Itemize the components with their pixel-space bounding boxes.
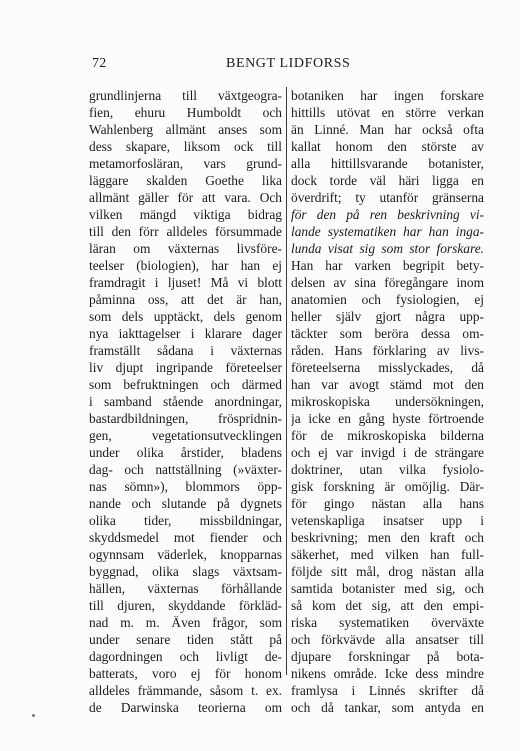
- text-line: i samband stående anordningar,: [89, 394, 282, 409]
- text-line: djupare forskningar på bota-: [291, 649, 484, 664]
- text-line: beskrivning; men den kraft och: [291, 530, 484, 545]
- text-line: skyddsmedel mot fiender och: [89, 530, 282, 545]
- text-line: bastardbildningen, fröspridnin-: [89, 411, 282, 426]
- text-line: framlysa i Linnés skrifter då: [291, 683, 484, 698]
- text-line: alla hittillsvarande botanister,: [291, 156, 484, 171]
- text-line: överdrift; ty utanför gränserna: [291, 190, 484, 205]
- text-line: nikens område. Icke dess mindre: [291, 666, 484, 681]
- text-line: ogynnsam väderlek, knopparnas: [89, 547, 282, 562]
- text-line: för gingo nästan alla hans: [291, 496, 484, 511]
- text-line: täckter som beröra dessa om-: [291, 326, 484, 341]
- running-head: BENGT LIDFORSS: [226, 56, 351, 71]
- text-line: olika tider, missbildningar,: [89, 513, 282, 528]
- text-line: kallat honom den störste av: [291, 139, 484, 154]
- text-line: fien, ehuru Humboldt och: [89, 105, 282, 120]
- text-line: som dels upptäckt, dels genom: [89, 309, 282, 324]
- text-line: lunda visat sig som stor forskare.: [291, 241, 484, 256]
- text-line: byggnad, olika slags växtsam-: [89, 564, 282, 579]
- text-line: heller själv gjort några upp-: [291, 309, 484, 324]
- text-line: framdragit i ljuset! Må vi blott: [89, 275, 282, 290]
- right-text-column: [291, 87, 484, 716]
- text-line: vetenskapliga insatser upp i: [291, 513, 484, 528]
- text-line: till den förr alldeles försummade: [89, 224, 282, 239]
- text-line: ja icke en gång hyste förtroende: [291, 411, 484, 426]
- text-line: samtida botanister med sig, och: [291, 581, 484, 596]
- text-line: som befruktningen och därmed: [89, 377, 282, 392]
- text-line: än Linné. Man har också ofta: [291, 122, 484, 137]
- column-divider: [286, 87, 287, 675]
- left-text-column: [89, 87, 282, 716]
- text-line: så kom det sig, att den empi-: [291, 598, 484, 613]
- text-line: doktriner, utan vilka fysiolo-: [291, 462, 484, 477]
- text-line: till djuren, skyddande förkläd-: [89, 598, 282, 613]
- text-line: liv djupt ingripande företeelser: [89, 360, 282, 375]
- text-line: teelser (biologien), har han ej: [89, 258, 282, 273]
- text-line: delsen av sina föregångare inom: [291, 275, 484, 290]
- text-line: under senare tiden stått på: [89, 632, 282, 647]
- text-line: dag- och nattställning (»växter-: [89, 462, 282, 477]
- text-line: hällen, växternas förhållande: [89, 581, 282, 596]
- text-line: lande systematiken har han inga-: [291, 224, 484, 239]
- text-line: för den på ren beskrivning vi-: [291, 207, 484, 222]
- text-line: metamorfosläran, vars grund-: [89, 156, 282, 171]
- text-line: företeelserna misslyckades, då: [291, 360, 484, 375]
- text-line: mikroskopiska undersökningen,: [291, 394, 484, 409]
- text-line: nya iakttagelser i klarare dager: [89, 326, 282, 341]
- page-number: 72: [92, 56, 107, 71]
- text-line: han var avogt stämd mot den: [291, 377, 484, 392]
- text-line: riska systematiken överväxte: [291, 615, 484, 630]
- text-line: påminna oss, att det är han,: [89, 292, 282, 307]
- text-line: vilken mängd viktiga bidrag: [89, 207, 282, 222]
- text-line: under olika årstider, bladens: [89, 445, 282, 460]
- text-line: anatomien och fysiologien, ej: [291, 292, 484, 307]
- print-speck: [32, 714, 35, 717]
- text-line: allmänt gäller för att vara. Och: [89, 190, 282, 205]
- text-line: följde sitt mål, drog nästan alla: [291, 564, 484, 579]
- text-line: gen, vegetationsutvecklingen: [89, 428, 282, 443]
- text-line: dess skapare, liksom ock till: [89, 139, 282, 154]
- text-line: läggare skalden Goethe lika: [89, 173, 282, 188]
- text-line: nande och slutande på dygnets: [89, 496, 282, 511]
- text-line: Wahlenberg allmänt anses som: [89, 122, 282, 137]
- text-line: och ej var invigd i de strängare: [291, 445, 484, 460]
- text-line: dock torde väl häri ligga en: [291, 173, 484, 188]
- text-line: Han har varken begripit bety-: [291, 258, 484, 273]
- text-line: och förkvävde alla ansatser till: [291, 632, 484, 647]
- text-line: gisk forskning är omöjlig. Där-: [291, 479, 484, 494]
- text-line: läran om växternas livsföre-: [89, 241, 282, 256]
- text-line: hittills utövat en större verkan: [291, 105, 484, 120]
- text-line: råden. Hans förklaring av livs-: [291, 343, 484, 358]
- text-line: säkerhet, med vilken han full-: [291, 547, 484, 562]
- text-line: dagordningen och livligt de-: [89, 649, 282, 664]
- text-line: nad m. m. Även frågor, som: [89, 615, 282, 630]
- text-line: för de mikroskopiska bilderna: [291, 428, 484, 443]
- text-line: botaniken har ingen forskare: [291, 88, 484, 103]
- text-line: de Darwinska teorierna om: [89, 700, 282, 715]
- text-line: nas sömn»), blommors öpp-: [89, 479, 282, 494]
- text-line: och då tankar, som antyda en: [291, 700, 484, 715]
- text-line: batterats, voro ej för honom: [89, 666, 282, 681]
- text-line: grundlinjerna till växtgeogra-: [89, 88, 282, 103]
- text-line: alldeles främmande, såsom t. ex.: [89, 683, 282, 698]
- text-line: framställt sådana i växternas: [89, 343, 282, 358]
